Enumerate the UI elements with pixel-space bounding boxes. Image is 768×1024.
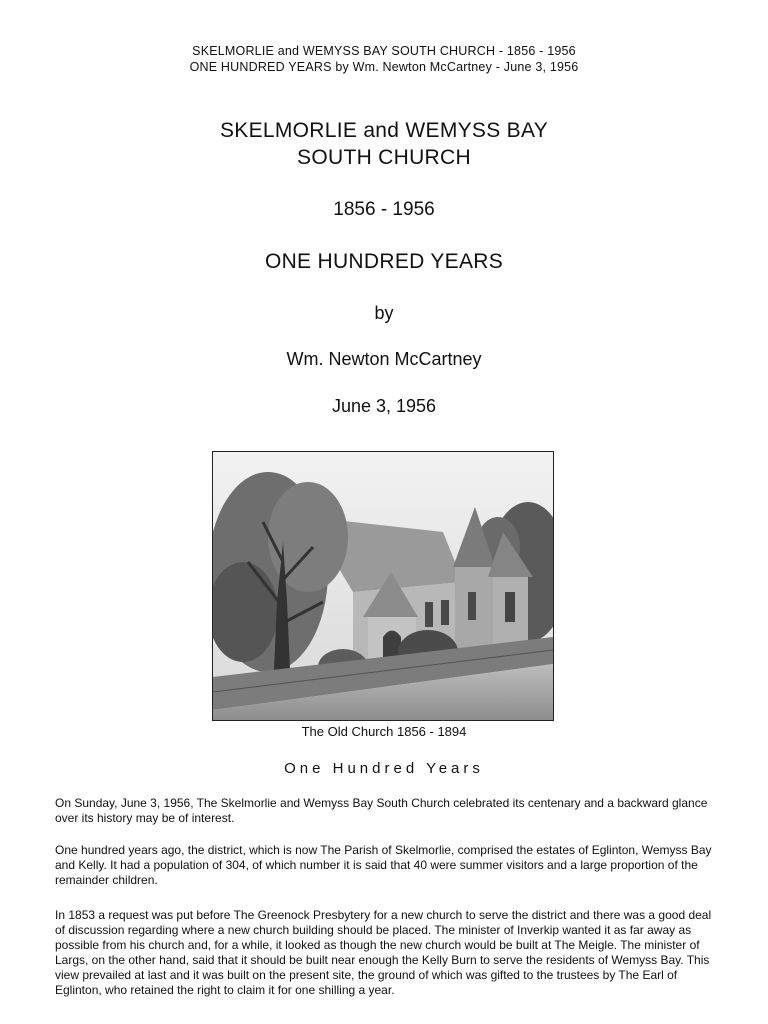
old-church-photo — [212, 451, 554, 721]
title-line-1: SKELMORLIE and WEMYSS BAY — [219, 119, 549, 142]
running-header-line-2: ONE HUNDRED YEARS by Wm. Newton McCartney - June 3, 1956 — [189, 60, 579, 74]
subtitle: ONE HUNDRED YEARS — [264, 250, 504, 273]
paragraph-3: In 1853 a request was put before The Greenock Presbytery for a new church to serve the district and there was a good deal of discussion regarding where a new church building should be placed. The minister of Inverkip wanted it as far away as possible from his church and, for a while, it looked as though the new church would be built at The Meigle. The minister of Largs, on the other hand, said that it should be built near enough the Kelly Burn to serve the residents of Wemyss Bay. This view prevailed at last and it was built on the present site, the ground of which was gifted to the trustees by The Earl of Eglinton, who retained the right to claim it for one shilling a year. — [55, 908, 712, 997]
date: June 3, 1956 — [331, 396, 437, 416]
author: Wm. Newton McCartney — [286, 349, 482, 369]
by-line: by — [374, 303, 394, 323]
paragraph-2: One hundred years ago, the district, which is now The Parish of Skelmorlie, comprised the estates of Eglinton, Wemyss Bay and Kelly. It had a population of 304, of which number it is said that 40 were summer visitors and a large proportion of the remainder children. — [55, 843, 712, 887]
photo-caption: The Old Church 1856 - 1894 — [301, 724, 467, 739]
years: 1856 - 1956 — [333, 199, 435, 220]
section-heading: One Hundred Years — [284, 760, 484, 777]
paragraph-1: On Sunday, June 3, 1956, The Skelmorlie and Wemyss Bay South Church celebrated its centenary and a backward glance over its history may be of interest. — [55, 796, 708, 825]
title-line-2: SOUTH CHURCH — [297, 146, 471, 169]
running-header-line-1: SKELMORLIE and WEMYSS BAY SOUTH CHURCH - 1856 - 1956 — [192, 44, 576, 58]
old-church-illustration — [213, 452, 553, 720]
